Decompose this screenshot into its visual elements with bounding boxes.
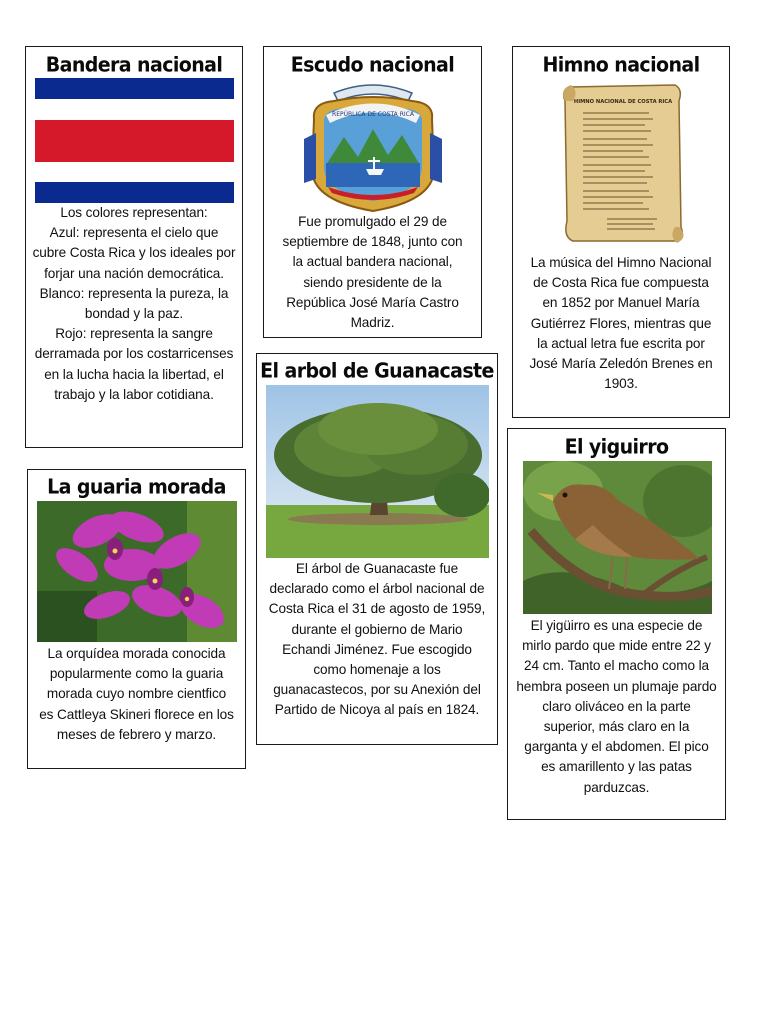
card-description: La música del Himno Nacional de Costa Rica fue compuesta en 1852 por Manuel María Gutiérrez Flores, mientras que la actual letra fue escrita por José María Zeledón Brenes en 1903.: [529, 255, 713, 392]
flag-stripe-blue-bottom: [35, 182, 234, 203]
card-title: Himno nacional: [542, 53, 700, 77]
coat-ribbon-text: REPÚBLICA DE COSTA RICA: [332, 111, 414, 118]
card-yiguirro: [507, 428, 726, 820]
card-description: La orquídea morada conocida popularmente como la guaria morada cuyo nombre cientfico es Cattleya Skineri florece en los meses de febrero y marzo.: [39, 646, 234, 742]
flag-stripe-red: [35, 120, 234, 162]
card-description: Los colores representan: Azul: representa el cielo que cubre Costa Rica y los ideales por forjar una nación democrática. Blanco: representa la pureza, la bondad y la paz. Rojo: representa la sangre derramada por los costarricenses en la lucha hacia la libertad, el trabajo y la labor cotidiana.: [32, 205, 236, 402]
card-guaria: [27, 469, 246, 769]
card-title: Escudo nacional: [290, 53, 455, 77]
card-description: El árbol de Guanacaste fue declarado como el árbol nacional de Costa Rica el 31 de agosto de 1959, durante el gobierno de Mario Echandi Jiménez. Fue escogido como homenaje a los guanacastecos, por su Anexión del Partido de Nicoya al país en 1824.: [268, 561, 486, 718]
anthem-scroll-image: [557, 81, 689, 247]
coat-of-arms-image: [304, 79, 442, 215]
card-himno: [512, 46, 730, 418]
card-bandera: [25, 46, 243, 448]
flag-stripe-white-top: [35, 99, 234, 120]
scroll-heading: HIMNO NACIONAL DE COSTA RICA: [573, 99, 673, 105]
card-title: Bandera nacional: [45, 53, 223, 77]
costa-rica-flag: [35, 78, 234, 203]
guanacaste-tree-photo: [266, 385, 489, 558]
guaria-morada-photo: [37, 501, 237, 642]
card-guanacaste: [256, 353, 498, 745]
card-title: El yiguirro: [564, 435, 669, 459]
flag-stripe-blue-top: [35, 78, 234, 99]
card-description: Fue promulgado el 29 de septiembre de 1848, junto con la actual bandera nacional, siendo presidente de la República José María Castro Madriz.: [282, 214, 463, 331]
flag-stripe-white-bottom: [35, 162, 234, 183]
card-escudo: [263, 46, 482, 338]
card-title: La guaria morada: [47, 475, 226, 499]
yiguirro-bird-photo: [523, 461, 712, 614]
card-description: El yigüirro es una especie de mirlo pardo que mide entre 22 y 24 cm. Tanto el macho como la hembra poseen un plumaje pardo claro oliváceo en la parte superior, más claro en la garganta y el abdomen. El pico es amarillento y las patas parduzcas.: [516, 618, 717, 795]
card-title: El arbol de Guanacaste: [260, 359, 494, 383]
